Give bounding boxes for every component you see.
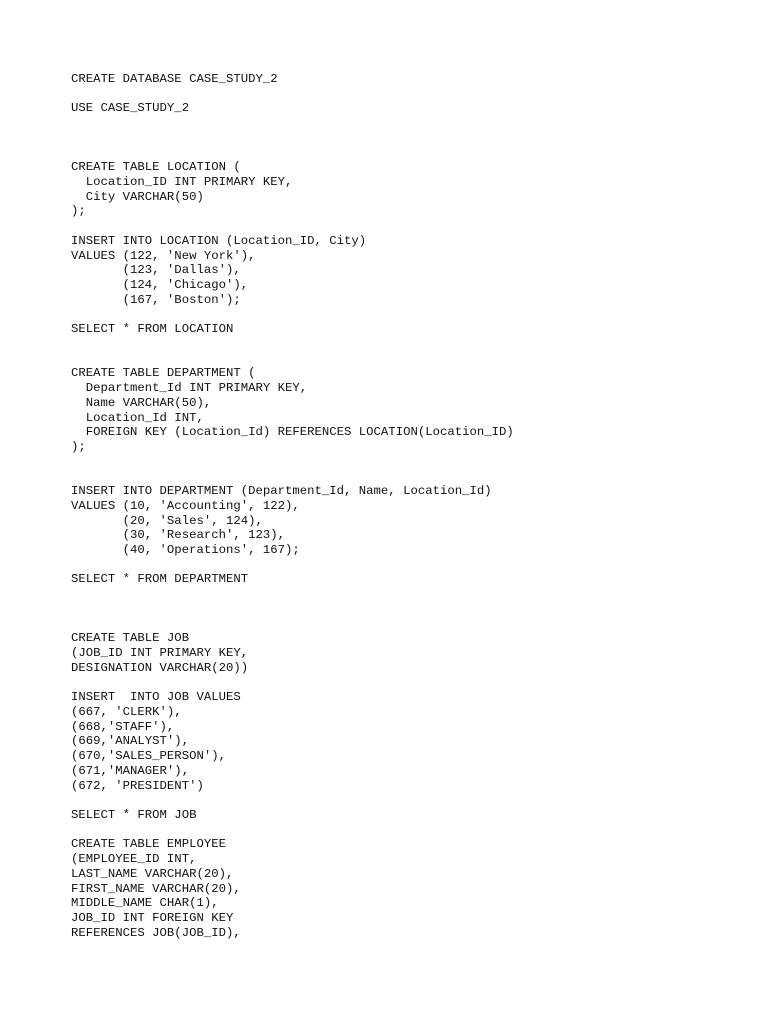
code-line: SELECT * FROM JOB <box>71 807 197 822</box>
code-line: SELECT * FROM LOCATION <box>71 322 234 337</box>
code-line: CREATE TABLE LOCATION ( <box>71 160 241 175</box>
code-line: CREATE TABLE EMPLOYEE <box>71 837 226 852</box>
code-line <box>71 469 514 484</box>
code-line: ); <box>71 204 86 219</box>
code-line <box>71 558 514 573</box>
code-line: Name VARCHAR(50), <box>71 395 212 410</box>
code-line: LAST_NAME VARCHAR(20), <box>71 866 234 881</box>
code-line <box>71 675 514 690</box>
code-line: Location_ID INT PRIMARY KEY, <box>71 175 293 190</box>
code-line: (672, 'PRESIDENT') <box>71 778 204 793</box>
code-line <box>71 823 514 838</box>
code-line: (667, 'CLERK'), <box>71 704 182 719</box>
code-line: Department_Id INT PRIMARY KEY, <box>71 381 308 396</box>
code-line <box>71 308 514 323</box>
code-line: (30, 'Research', 123), <box>71 528 286 543</box>
code-line <box>71 337 514 352</box>
code-line: ); <box>71 439 86 454</box>
code-line: CREATE DATABASE CASE_STUDY_2 <box>71 72 278 86</box>
code-line: (668,'STAFF'), <box>71 719 175 734</box>
code-line: (20, 'Sales', 124), <box>71 513 263 528</box>
code-line: INSERT INTO LOCATION (Location_ID, City) <box>71 233 367 248</box>
code-line: (670,'SALES_PERSON'), <box>71 749 226 764</box>
code-line: (40, 'Operations', 167); <box>71 543 300 557</box>
code-line: INSERT INTO JOB VALUES <box>71 690 241 705</box>
code-line: REFERENCES JOB(JOB_ID), <box>71 925 241 940</box>
code-line: INSERT INTO DEPARTMENT (Department_Id, Name, Location_Id) <box>71 484 492 499</box>
code-line <box>71 602 514 617</box>
sql-code-block <box>71 72 514 940</box>
code-line <box>71 116 514 131</box>
code-line: MIDDLE_NAME CHAR(1), <box>71 896 219 911</box>
code-line <box>71 587 514 602</box>
code-line <box>71 146 514 161</box>
code-line <box>71 617 514 632</box>
code-line: USE CASE_STUDY_2 <box>71 101 190 116</box>
code-line: (671,'MANAGER'), <box>71 763 190 778</box>
code-line <box>71 793 514 808</box>
code-line <box>71 131 514 146</box>
code-line: CREATE TABLE JOB <box>71 631 190 646</box>
code-line: (124, 'Chicago'), <box>71 278 249 293</box>
code-line <box>71 455 514 470</box>
code-line: VALUES (10, 'Accounting', 122), <box>71 498 300 513</box>
code-line: FIRST_NAME VARCHAR(20), <box>71 881 241 896</box>
code-line <box>71 219 514 234</box>
code-line <box>71 352 514 367</box>
code-line: (JOB_ID INT PRIMARY KEY, <box>71 646 249 661</box>
code-line: City VARCHAR(50) <box>71 189 204 204</box>
code-line: (167, 'Boston'); <box>71 292 241 307</box>
code-line: (669,'ANALYST'), <box>71 734 190 749</box>
code-line <box>71 87 514 102</box>
code-line: JOB_ID INT FOREIGN KEY <box>71 910 234 925</box>
code-line: Location_Id INT, <box>71 410 204 425</box>
code-line: VALUES (122, 'New York'), <box>71 248 256 263</box>
code-line: DESIGNATION VARCHAR(20)) <box>71 660 249 675</box>
code-line: (123, 'Dallas'), <box>71 263 241 278</box>
code-line: SELECT * FROM DEPARTMENT <box>71 572 249 587</box>
code-line: FOREIGN KEY (Location_Id) REFERENCES LOCATION(Location_ID) <box>71 425 514 440</box>
code-line: CREATE TABLE DEPARTMENT ( <box>71 366 256 381</box>
code-line: (EMPLOYEE_ID INT, <box>71 852 197 867</box>
